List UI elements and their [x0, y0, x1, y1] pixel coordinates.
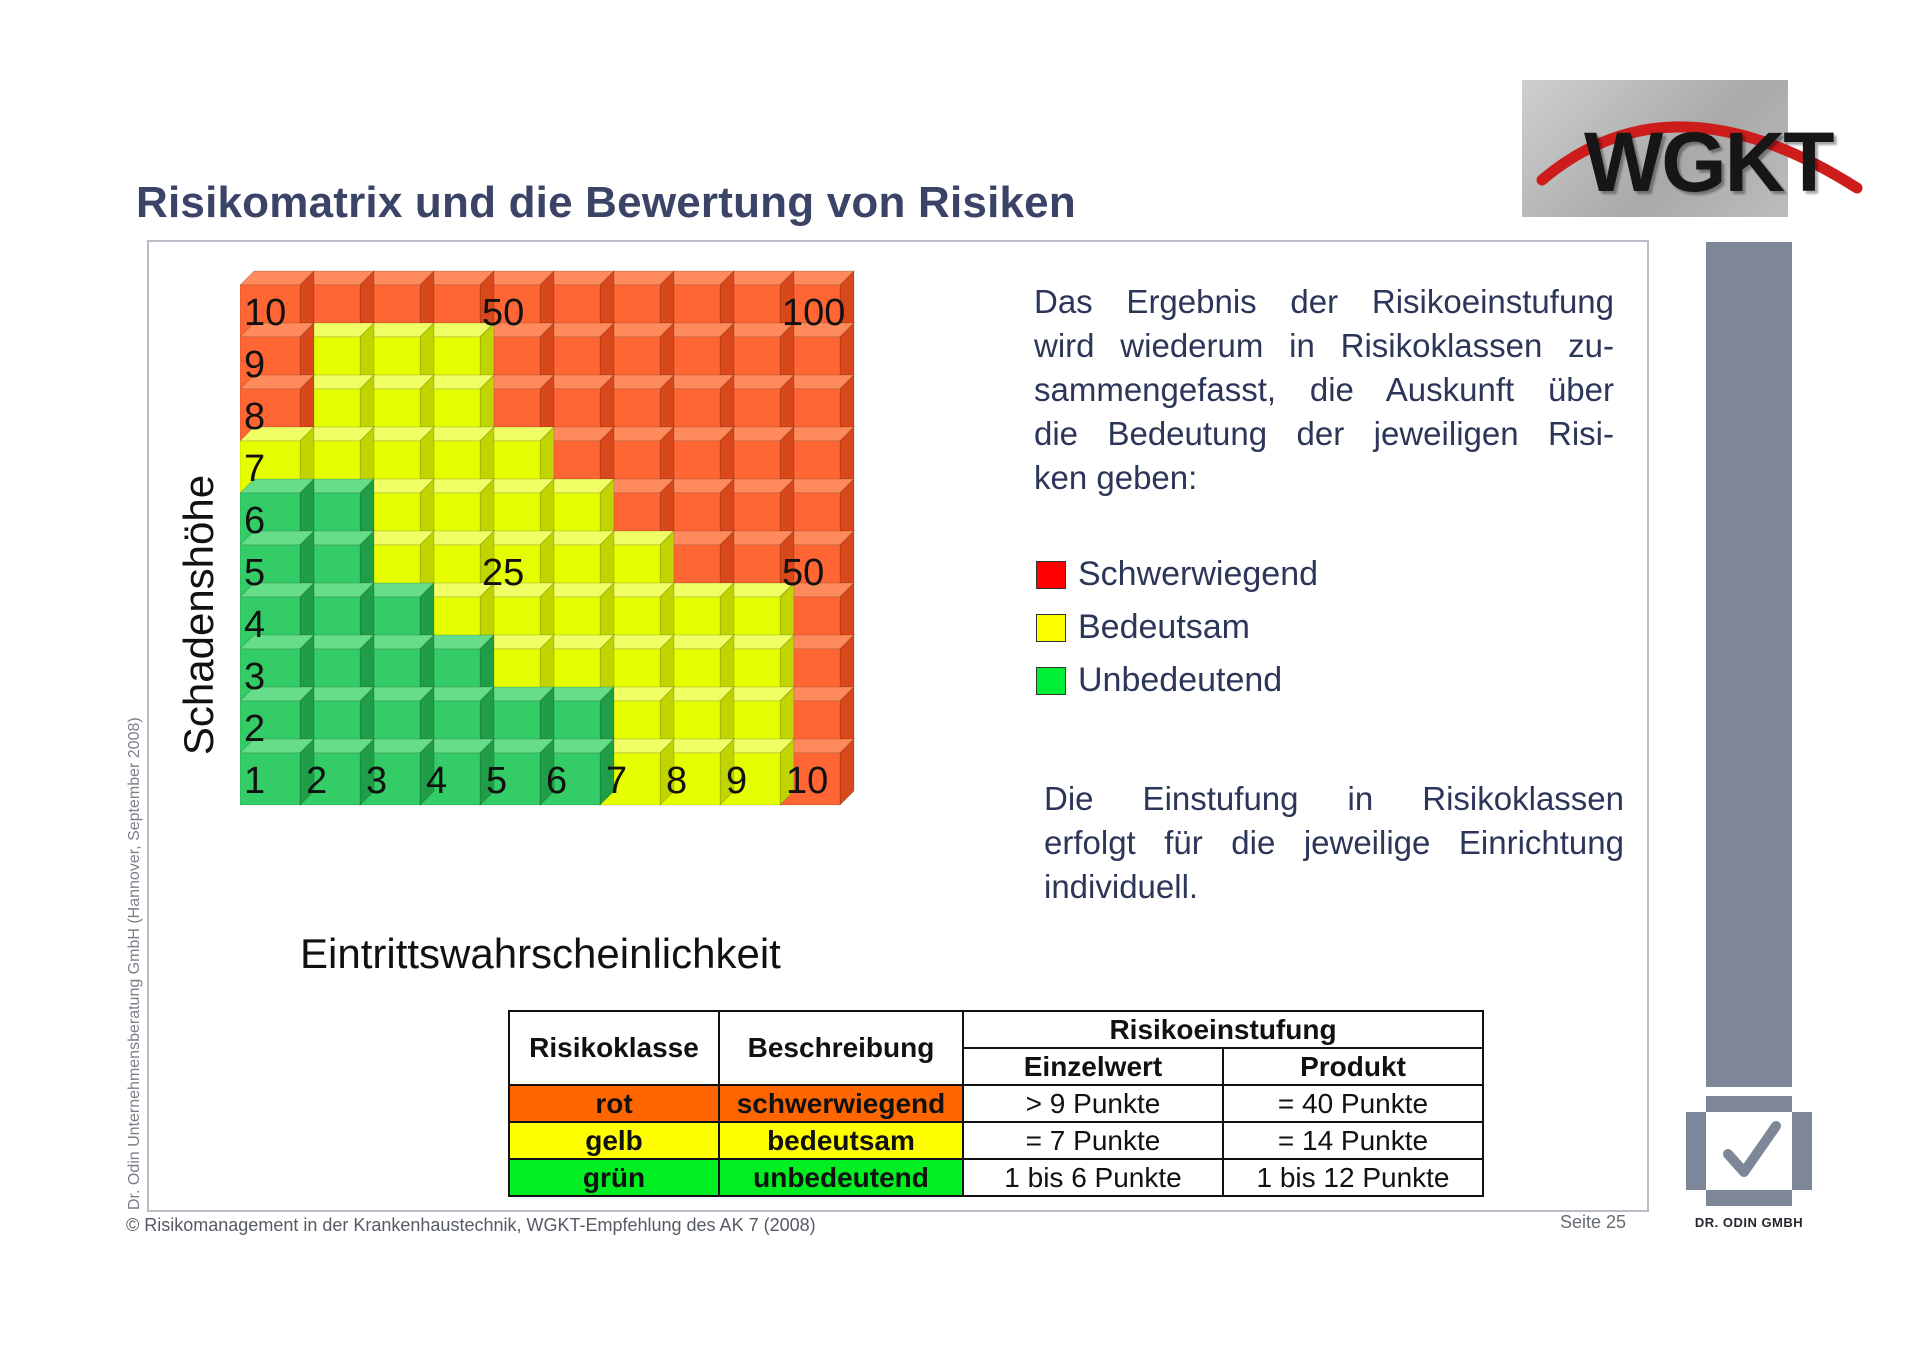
header-risikoeinstufung: Risikoeinstufung — [963, 1011, 1483, 1048]
table-row — [509, 1085, 1483, 1122]
legend-swatch-red — [1036, 561, 1066, 589]
legend-label: Bedeutsam — [1078, 608, 1250, 646]
cell-annotation: 25 — [482, 552, 525, 594]
legend-label: Schwerwiegend — [1078, 555, 1319, 593]
checkmark-icon — [1686, 1096, 1812, 1206]
cell-annotation: 100 — [782, 292, 846, 334]
legend-swatch-yellow — [1036, 614, 1066, 642]
row-label: 3 — [244, 656, 266, 698]
column-label: 8 — [666, 760, 688, 802]
intro-line: Das Ergebnis der Risikoeinstufung — [1034, 283, 1614, 320]
row-label: 6 — [244, 500, 266, 542]
row-label: 4 — [244, 604, 266, 646]
legend-item-bedeutsam — [1036, 601, 1318, 654]
cell-einzelwert: 1 bis 6 Punkte — [963, 1159, 1223, 1196]
column-label: 7 — [606, 760, 628, 802]
column-label: 3 — [366, 760, 388, 802]
column-label: 6 — [546, 760, 568, 802]
cell-klasse: gelb — [509, 1122, 719, 1159]
cell-einzelwert: > 9 Punkte — [963, 1085, 1223, 1122]
row-label: 5 — [244, 552, 266, 594]
footer-copyright: © Risikomanagement in der Krankenhaustechnik, WGKT-Empfehlung des AK 7 (2008) — [126, 1215, 816, 1235]
cell-beschreibung: bedeutsam — [719, 1122, 963, 1159]
legend-item-unbedeutend — [1036, 654, 1318, 707]
table-row — [509, 1122, 1483, 1159]
classification-line: Die Einstufung in Risikoklassen — [1044, 780, 1624, 817]
intro-line: die Bedeutung der jeweiligen Risi- — [1034, 415, 1614, 452]
legend-label: Unbedeutend — [1078, 661, 1283, 699]
header-produkt: Produkt — [1223, 1048, 1483, 1085]
risk-matrix-grid — [240, 269, 1000, 929]
header-beschreibung: Beschreibung — [719, 1011, 963, 1085]
intro-line: ken geben: — [1034, 459, 1198, 496]
column-label: 9 — [726, 760, 748, 802]
cell-annotation: 50 — [482, 292, 525, 334]
row-label: 8 — [244, 396, 266, 438]
intro-line: wird wiederum in Risikoklassen zu- — [1034, 327, 1614, 364]
row-label: 10 — [244, 292, 287, 334]
row-label: 7 — [244, 448, 266, 490]
y-axis-label: Schadenshöhe — [175, 474, 222, 756]
table-row — [509, 1159, 1483, 1196]
cell-produkt: 1 bis 12 Punkte — [1223, 1159, 1483, 1196]
page-title: Risikomatrix und die Bewertung von Risiken — [136, 178, 1076, 227]
x-axis-label: Eintrittswahrscheinlichkeit — [300, 930, 781, 977]
classification-line: erfolgt für die jeweilige Einrichtung — [1044, 824, 1624, 861]
wgkt-logo — [1522, 80, 1860, 217]
risk-class-table — [508, 1010, 1484, 1197]
classification-line: individuell. — [1044, 868, 1199, 905]
company-name: DR. ODIN GMBH — [1694, 1215, 1804, 1230]
cell-einzelwert: = 7 Punkte — [963, 1122, 1223, 1159]
odin-checkmark-logo — [1686, 1096, 1812, 1206]
intro-line: sammengefasst, die Auskunft über — [1034, 371, 1614, 408]
row-label: 1 — [244, 760, 266, 802]
cell-annotation: 50 — [782, 552, 825, 594]
side-bar — [1706, 242, 1792, 1087]
column-label: 4 — [426, 760, 448, 802]
classification-paragraph — [1044, 777, 1624, 909]
legend-item-schwerwiegend — [1036, 548, 1318, 601]
legend — [1036, 548, 1318, 707]
cell-klasse: rot — [509, 1085, 719, 1122]
logo-text: WGKT — [1584, 115, 1833, 209]
column-label: 5 — [486, 760, 508, 802]
row-label: 9 — [244, 344, 266, 386]
page-number: Seite 25 — [1560, 1212, 1627, 1232]
header-risikoklasse: Risikoklasse — [509, 1011, 719, 1085]
cell-beschreibung: schwerwiegend — [719, 1085, 963, 1122]
cell-produkt: = 40 Punkte — [1223, 1085, 1483, 1122]
cell-klasse: grün — [509, 1159, 719, 1196]
legend-swatch-green — [1036, 667, 1066, 695]
column-label: 2 — [306, 760, 328, 802]
column-label: 10 — [786, 760, 829, 802]
cell-beschreibung: unbedeutend — [719, 1159, 963, 1196]
side-credit: Dr. Odin Unternehmensberatung GmbH (Hannover, September 2008) — [126, 717, 143, 1210]
row-label: 2 — [244, 708, 266, 750]
header-einzelwert: Einzelwert — [963, 1048, 1223, 1085]
intro-paragraph — [1034, 280, 1614, 500]
risk-matrix — [240, 269, 1000, 934]
cell-produkt: = 14 Punkte — [1223, 1122, 1483, 1159]
